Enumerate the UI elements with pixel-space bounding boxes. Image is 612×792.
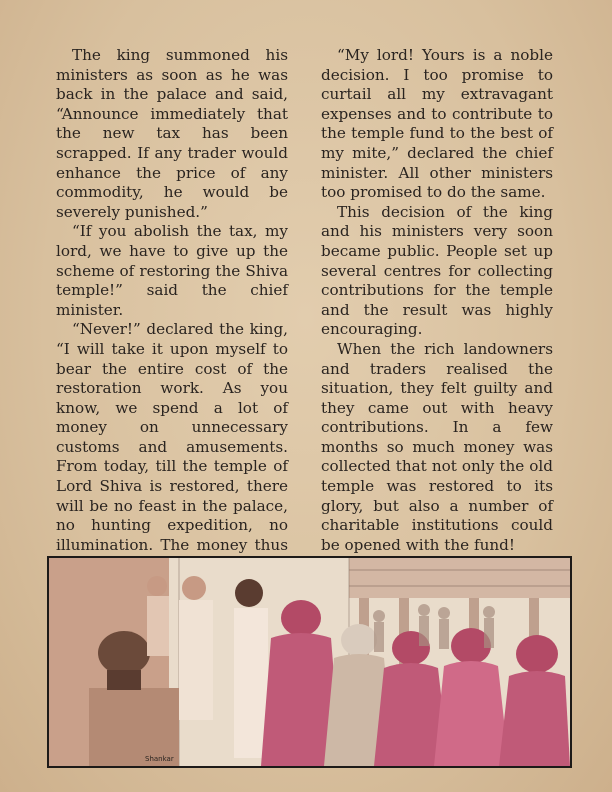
artist-signature: Shankar bbox=[145, 755, 174, 763]
paragraph: “My lord! Yours is a noble decision. I too promise to curtail all my extravagant expenses and to contribute to the temple fund to the best of my mite,” declared the chief minister. All other ministers too promised to do the same. bbox=[321, 46, 553, 202]
paragraph: “Never!” declared the king, “I will take it upon myself to bear the entire cost of the restoration work. As you know, we spend a lot of money on unnecessary customs and amusements. From today, till the temple of Lord Shiva is restored, there will be no feast in the palace, no hunting expedition, no illumination. The money thus bbox=[56, 320, 288, 554]
paragraph: “If you abolish the tax, my lord, we have to give up the scheme of restoring the Shiva temple!” said the chief minister. bbox=[56, 222, 288, 319]
illustration-drawing bbox=[49, 558, 570, 766]
right-text-column bbox=[321, 46, 553, 555]
paragraph: When the rich landowners and traders realised the situation, they felt guilty and they came out with heavy contributions. In a few months so much money was collected that not only the old temple was restored to its glory, but also a number of charitable institutions could be opened with the fund! bbox=[321, 339, 553, 554]
paragraph: This decision of the king and his ministers very soon became public. People set up several centres for collecting contributions for the temple and the result was highly encouraging. bbox=[321, 202, 553, 339]
story-illustration bbox=[47, 556, 572, 768]
paragraph: The king summoned his ministers as soon as he was back in the palace and said, “Announce immediately that the new tax has been scrapped. If any trader would enhance the price of any commodity, he would be severely punished.” bbox=[56, 46, 288, 221]
left-text-column bbox=[56, 46, 288, 595]
